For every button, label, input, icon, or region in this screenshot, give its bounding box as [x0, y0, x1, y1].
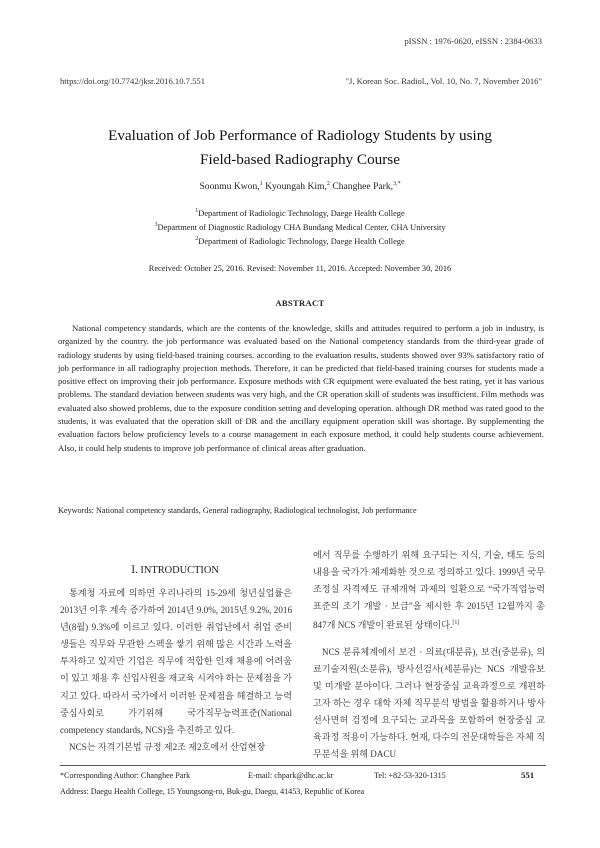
- corresponding-author: *Corresponding Author: Changhee Park: [60, 771, 191, 780]
- affiliation: [40, 236, 560, 246]
- doi-link[interactable]: https://doi.org/10.7742/jksr.2016.10.7.551: [60, 76, 205, 86]
- journal-citation: "J. Korean Soc. Radiol., Vol. 10, No. 7, November 2016": [345, 76, 542, 86]
- received-dates: Received: October 25, 2016. Revised: November 11, 2016. Accepted: November 30, 2016: [148, 264, 452, 273]
- paragraph-text: 에서 직무를 수행하기 위해 요구되는 지식, 기술, 태도 등의 내용을 국가가 체계화한 것으로 정의하고 있다. 1999년 국무조정실 자격제도 규제개혁 과제의 일환으로 “국가직업능력표준의 조기 개발 · 보급”을 제시한 후 2015년 12월까지 총 847개 NCS 개발이 완료된 상태이다.: [313, 550, 545, 631]
- title-line-1: Evaluation of Job Performance of Radiology Students by using: [108, 127, 492, 144]
- author-affiliation-marker: 3,*: [393, 181, 401, 187]
- left-column: [60, 585, 292, 756]
- paragraph: [313, 547, 545, 635]
- affiliation-marker: 3: [154, 222, 158, 228]
- telephone: Tel: +82-53-320-1315: [374, 771, 446, 780]
- author-address: Address: Daegu Health College, 15 Youngsong-ro, Buk-gu, Daegu, 41453, Republic of Korea: [60, 787, 365, 796]
- title-line-2: Field-based Radiography Course: [200, 151, 400, 168]
- affiliation-text: Department of Radiologic Technology, Daege Health College: [198, 236, 405, 246]
- author-name: Kyoungah Kim,: [265, 181, 327, 193]
- keywords: Keywords: National competency standards, General radiography, Radiological technologist, Job performance: [58, 506, 417, 515]
- affiliation-text: Department of Diagnostic Radiology CHA Bundang Medical Center, CHA University: [157, 222, 446, 232]
- author-name: Soonmu Kwon,: [199, 181, 260, 193]
- paragraph: NCS 분류체계에서 보건 · 의료(대분류), 보건(중분류), 의료기술지원(소분류), 방사선검사(세분류)는 NCS 개발유보 및 미개발 분야이다. 그러나 현장중심 교육과정으로 개편하고자 하는 경우 대학 자체 직무분석 방법을 활용하거나 방사선사면허 검정에 요구되는 교과목을 포함하여 현장중심 교육과정 적용이 가능하다. 현재, 다수의 전문대학들은 자체 직무분석을 위해 DACU: [313, 646, 545, 760]
- section-heading-introduction: Ⅰ. INTRODUCTION: [131, 565, 219, 576]
- page-number: 551: [521, 770, 535, 780]
- email[interactable]: E-mail: chpark@dhc.ac.kr: [248, 771, 334, 780]
- author-affiliation-marker: 1: [259, 181, 263, 187]
- author-affiliation-marker: 2: [326, 181, 330, 187]
- paper-title: [40, 124, 560, 172]
- abstract-heading: ABSTRACT: [275, 298, 325, 308]
- affiliation-marker: 1: [195, 208, 199, 214]
- abstract-body: National competency standards, which are the contents of the knowledge, skills and attitudes required to perform a job in industry, is organized by the country. the job performance was evaluated based on the National competency standards from the third-year grade of radiology students by using field-based training courses. according to the evaluation results, students showed over 93% satisfactory ratio of job performance in all radiography projection methods. Therefore, it can be predicted that field-based training courses for students made a positive effect on improving their job performance. Exposure methods with CR equipment were evaluated the best rating, yet it has various problems. The standard deviation between students was very high, and the CR operation skill of students was insufficient. Film methods was evaluated also showed problems, due to the exposure condition setting and developing operation. although DR method was rated good to the students, it was evaluated that the operation skill of DR and the ancillary equipment operation skill was shortage. By supplementing the evaluation factors below proficiency levels to a course management in each exposure method, it could help students course achievement. Also, it could help students to improve job performance of clinical areas after graduation.: [58, 323, 544, 453]
- affiliation: [40, 222, 560, 232]
- affiliation-marker: 2: [195, 236, 199, 242]
- author-list: [40, 181, 560, 192]
- right-column: [313, 547, 545, 763]
- affiliation: [40, 208, 560, 218]
- footer-divider: [60, 765, 546, 766]
- affiliation-text: Department of Radiologic Technology, Daege Health College: [198, 208, 405, 218]
- paragraph: 통계청 자료에 의하면 우리나라의 15-29세 청년실업률은 2013년 이후 계속 증가하여 2014년 9.0%, 2015년 9.2%, 2016년(8월) 9.3%에 이르고 있다. 이러한 취업난에서 취업 준비생들은 직무와 무관한 스펙을 쌓기 위해 많은 시간과 노력을 투자하고 있지만 기업은 직무에 적합한 인재 채용에 어려움이 있고 채용 후 신입사원을 재교육 시켜야 하는 문제점을 가지고 있다. 따라서 국가에서 이러한 문제점을 해결하고 능력중심사회로 가기위해 국가직무능력표준(National competency standards, NCS)을 추진하고 있다.: [60, 588, 292, 735]
- paragraph: NCS는 자격기본법 규정 제2조 제2호에서 산업현장: [69, 741, 266, 752]
- reference-marker[interactable]: [1]: [452, 620, 460, 627]
- issn-line: pISSN : 1976-0620, eISSN : 2384-0633: [404, 36, 542, 46]
- author-name: Changhee Park,: [332, 181, 394, 193]
